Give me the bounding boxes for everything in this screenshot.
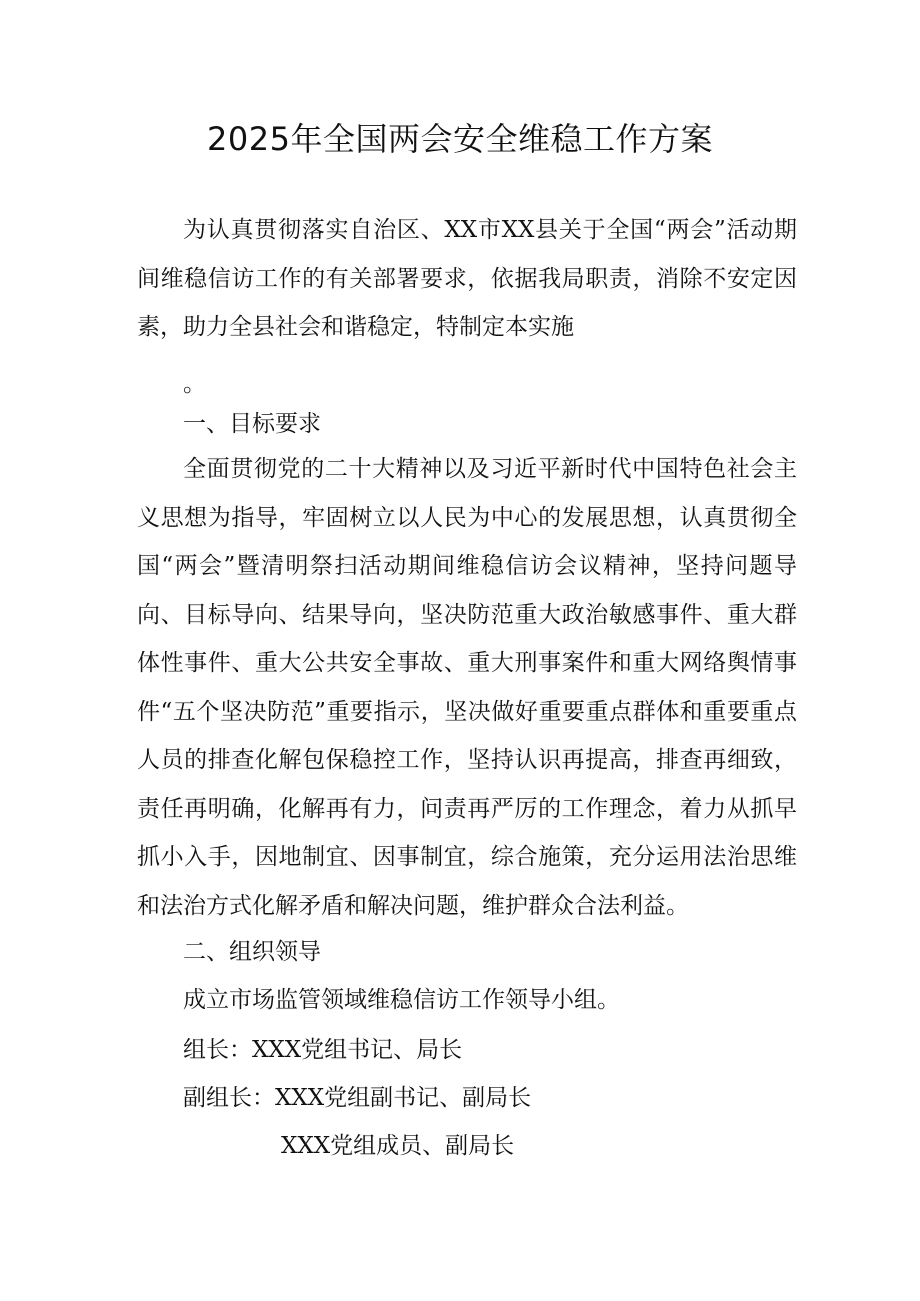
intro-paragraph: 为认真贯彻落实自治区、XX市XX县关于全国“两会”活动期间维稳信访工作的有关部署要求，依据我局职责，消除不安定因素，助力全县社会和谐稳定，特制定本实施 xyxy=(137,217,797,340)
group-leader-line: 组长：XXX党组书记、局长 xyxy=(183,1037,463,1063)
document-title: 2025年全国两会安全维稳工作方案 xyxy=(207,120,713,158)
goals-paragraph: 全面贯彻党的二十大精神以及习近平新时代中国特色社会主义思想为指导，牢固树立以人民为中心的发展思想，认真贯彻全国“两会”暨清明祭扫活动期间维稳信访会议精神，坚持问题导向、目标导向、结果导向，坚决防范重大政治敏感事件、重大群体性事件、重大公共安全事故、重大刑事案件和重大网络舆情事件“五个坚决防范”重要指示，坚决做好重要重点群体和重要重点人员的排查化解包保稳控工作，坚持认识再提高，排查再细致，责任再明确，化解再有力，问责再严厉的工作理念，着力从抓早抓小入手，因地制宜、因事制宜，综合施策，充分运用法治思维和法治方式化解矛盾和解决问题，维护群众合法利益。 xyxy=(137,456,797,919)
section-heading-goals: 一、目标要求 xyxy=(183,411,321,437)
organization-intro: 成立市场监管领域维稳信访工作领导小组。 xyxy=(183,987,620,1013)
deputy-leader-line: 副组长：XXX党组副书记、副局长 xyxy=(183,1085,532,1111)
intro-tail: 。 xyxy=(183,371,206,397)
deputy-leader-line-2: XXX党组成员、副局长 xyxy=(281,1133,515,1159)
section-heading-organization: 二、组织领导 xyxy=(183,939,321,965)
